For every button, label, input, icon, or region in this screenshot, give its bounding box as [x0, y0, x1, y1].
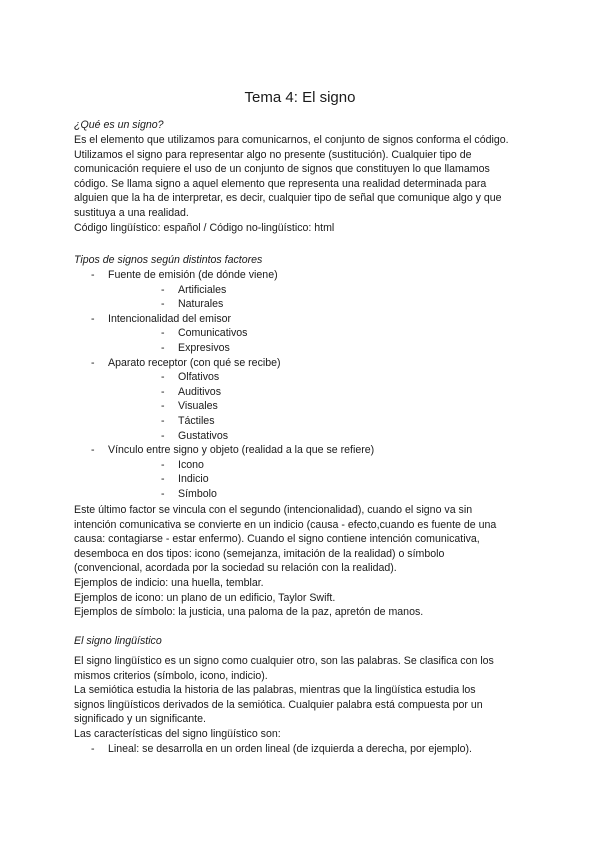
list-item-label: Fuente de emisión (de dónde viene) — [108, 269, 278, 281]
dash-bullet: - — [161, 341, 165, 354]
sub-list — [74, 326, 528, 355]
paragraph-line: signos lingüísticos derivados de la semiótica. Cualquier palabra está compuesta por un — [74, 698, 483, 711]
sub-item-label: Indicio — [178, 473, 209, 486]
example-simbolo: Ejemplos de símbolo: la justicia, una paloma de la paz, apretón de manos. — [74, 606, 424, 619]
sub-item-label: Expresivos — [178, 341, 230, 354]
paragraph-line: mismos criterios (símbolo, icono, indicio). — [74, 669, 268, 682]
section-heading-tipos-de-signos: Tipos de signos según distintos factores — [74, 254, 263, 266]
dash-bullet: - — [91, 312, 95, 325]
paragraph-factor-explanation — [74, 503, 528, 620]
paragraph-line: alguien que la ha de interpretar, es decir, cualquier tipo de señal que comunique algo y que — [74, 192, 502, 205]
list-item — [74, 742, 528, 757]
example-icono: Ejemplos de icono: un plano de un edificio, Taylor Swift. — [74, 591, 336, 604]
paragraph-line: Este último factor se vincula con el segundo (intencionalidad), cuando el signo va sin — [74, 504, 473, 516]
list-item — [74, 312, 528, 327]
dash-bullet: - — [161, 298, 165, 311]
section-heading-que-es-un-signo: ¿Qué es un signo? — [74, 119, 164, 131]
sub-item-label: Auditivos — [178, 385, 221, 398]
paragraph-line: Las características del signo lingüístico son: — [74, 727, 281, 740]
sign-types-list — [74, 268, 528, 502]
code-example-line: Código lingüístico: español / Código no-lingüístico: html — [74, 221, 335, 234]
paragraph-line: El signo lingüístico es un signo como cualquier otro, son las palabras. Se clasifica con los — [74, 655, 494, 667]
sub-item-label: Gustativos — [178, 429, 229, 442]
list-item — [74, 268, 528, 283]
dash-bullet: - — [161, 400, 165, 413]
sub-list-item — [108, 458, 528, 473]
sub-list — [74, 458, 528, 502]
paragraph-line: La semiótica estudia la historia de las palabras, mientras que la lingüística estudia los — [74, 684, 476, 697]
sub-list-item — [108, 370, 528, 385]
paragraph-signo-linguistico — [74, 654, 528, 756]
sub-list — [74, 370, 528, 443]
paragraph-line: significado y un significante. — [74, 713, 206, 726]
dash-bullet: - — [161, 458, 165, 471]
sub-list-item — [108, 283, 528, 298]
sub-list-item — [108, 385, 528, 400]
dash-bullet: - — [161, 283, 165, 296]
sub-item-label: Comunicativos — [178, 327, 248, 340]
list-item — [74, 443, 528, 458]
sub-list-item — [108, 414, 528, 429]
paragraph-line: causa: contagiarse - estar enfermo). Cuando el signo contiene intención comunicativa, — [74, 533, 480, 546]
section-heading-signo-linguistico: El signo lingüístico — [74, 635, 162, 647]
example-indicio: Ejemplos de indicio: una huella, temblar. — [74, 576, 264, 589]
list-item-label: Vínculo entre signo y objeto (realidad a la que se refiere) — [108, 444, 375, 457]
sub-item-label: Símbolo — [178, 487, 217, 500]
page-title: Tema 4: El signo — [244, 89, 356, 106]
paragraph-line: intención comunicativa se convierte en un indicio (causa - efecto,cuando es fuente de una — [74, 518, 497, 531]
dash-bullet: - — [161, 429, 165, 442]
paragraph-line: Utilizamos el signo para representar algo no presente (sustitución). Cualquier tipo de — [74, 148, 472, 161]
paragraph-line: sustituya a una realidad. — [74, 206, 189, 219]
paragraph-definition — [74, 133, 528, 235]
paragraph-line: (convencional, acordada por la sociedad su relación con la realidad). — [74, 562, 397, 575]
sub-item-label: Artificiales — [178, 283, 227, 296]
dash-bullet: - — [161, 487, 165, 500]
characteristics-list — [74, 742, 528, 757]
sub-item-label: Icono — [178, 458, 204, 471]
sub-list-item — [108, 472, 528, 487]
dash-bullet: - — [161, 371, 165, 384]
sub-item-label: Naturales — [178, 298, 224, 311]
dash-bullet: - — [161, 385, 165, 398]
paragraph-line: Es el elemento que utilizamos para comunicarnos, el conjunto de signos conforma el código. — [74, 134, 509, 146]
list-item — [74, 356, 528, 371]
list-item-label: Lineal: se desarrolla en un orden lineal (de izquierda a derecha, por ejemplo). — [108, 742, 472, 755]
dash-bullet: - — [91, 269, 95, 281]
list-item-label: Intencionalidad del emisor — [108, 312, 232, 325]
list-item-label: Aparato receptor (con qué se recibe) — [108, 356, 281, 369]
dash-bullet: - — [91, 742, 95, 755]
dash-bullet: - — [161, 473, 165, 486]
dash-bullet: - — [161, 414, 165, 427]
sub-list-item — [108, 297, 528, 312]
sub-item-label: Táctiles — [178, 414, 215, 427]
paragraph-line: desemboca en dos tipos: icono (semejanza, imitación de la realidad) o símbolo — [74, 547, 445, 560]
paragraph-line: comunicación requiere el uso de un conjunto de signos que constituyen lo que llamamos — [74, 163, 490, 176]
sub-item-label: Olfativos — [178, 371, 220, 384]
dash-bullet: - — [161, 327, 165, 340]
sub-list-item — [108, 399, 528, 414]
sub-item-label: Visuales — [178, 400, 218, 413]
sub-list-item — [108, 429, 528, 444]
sub-list-item — [108, 487, 528, 502]
sub-list-item — [108, 341, 528, 356]
dash-bullet: - — [91, 444, 95, 457]
paragraph-line: código. Se llama signo a aquel elemento que representa una realidad determinada para — [74, 177, 487, 190]
sub-list — [74, 283, 528, 312]
dash-bullet: - — [91, 356, 95, 369]
sub-list-item — [108, 326, 528, 341]
